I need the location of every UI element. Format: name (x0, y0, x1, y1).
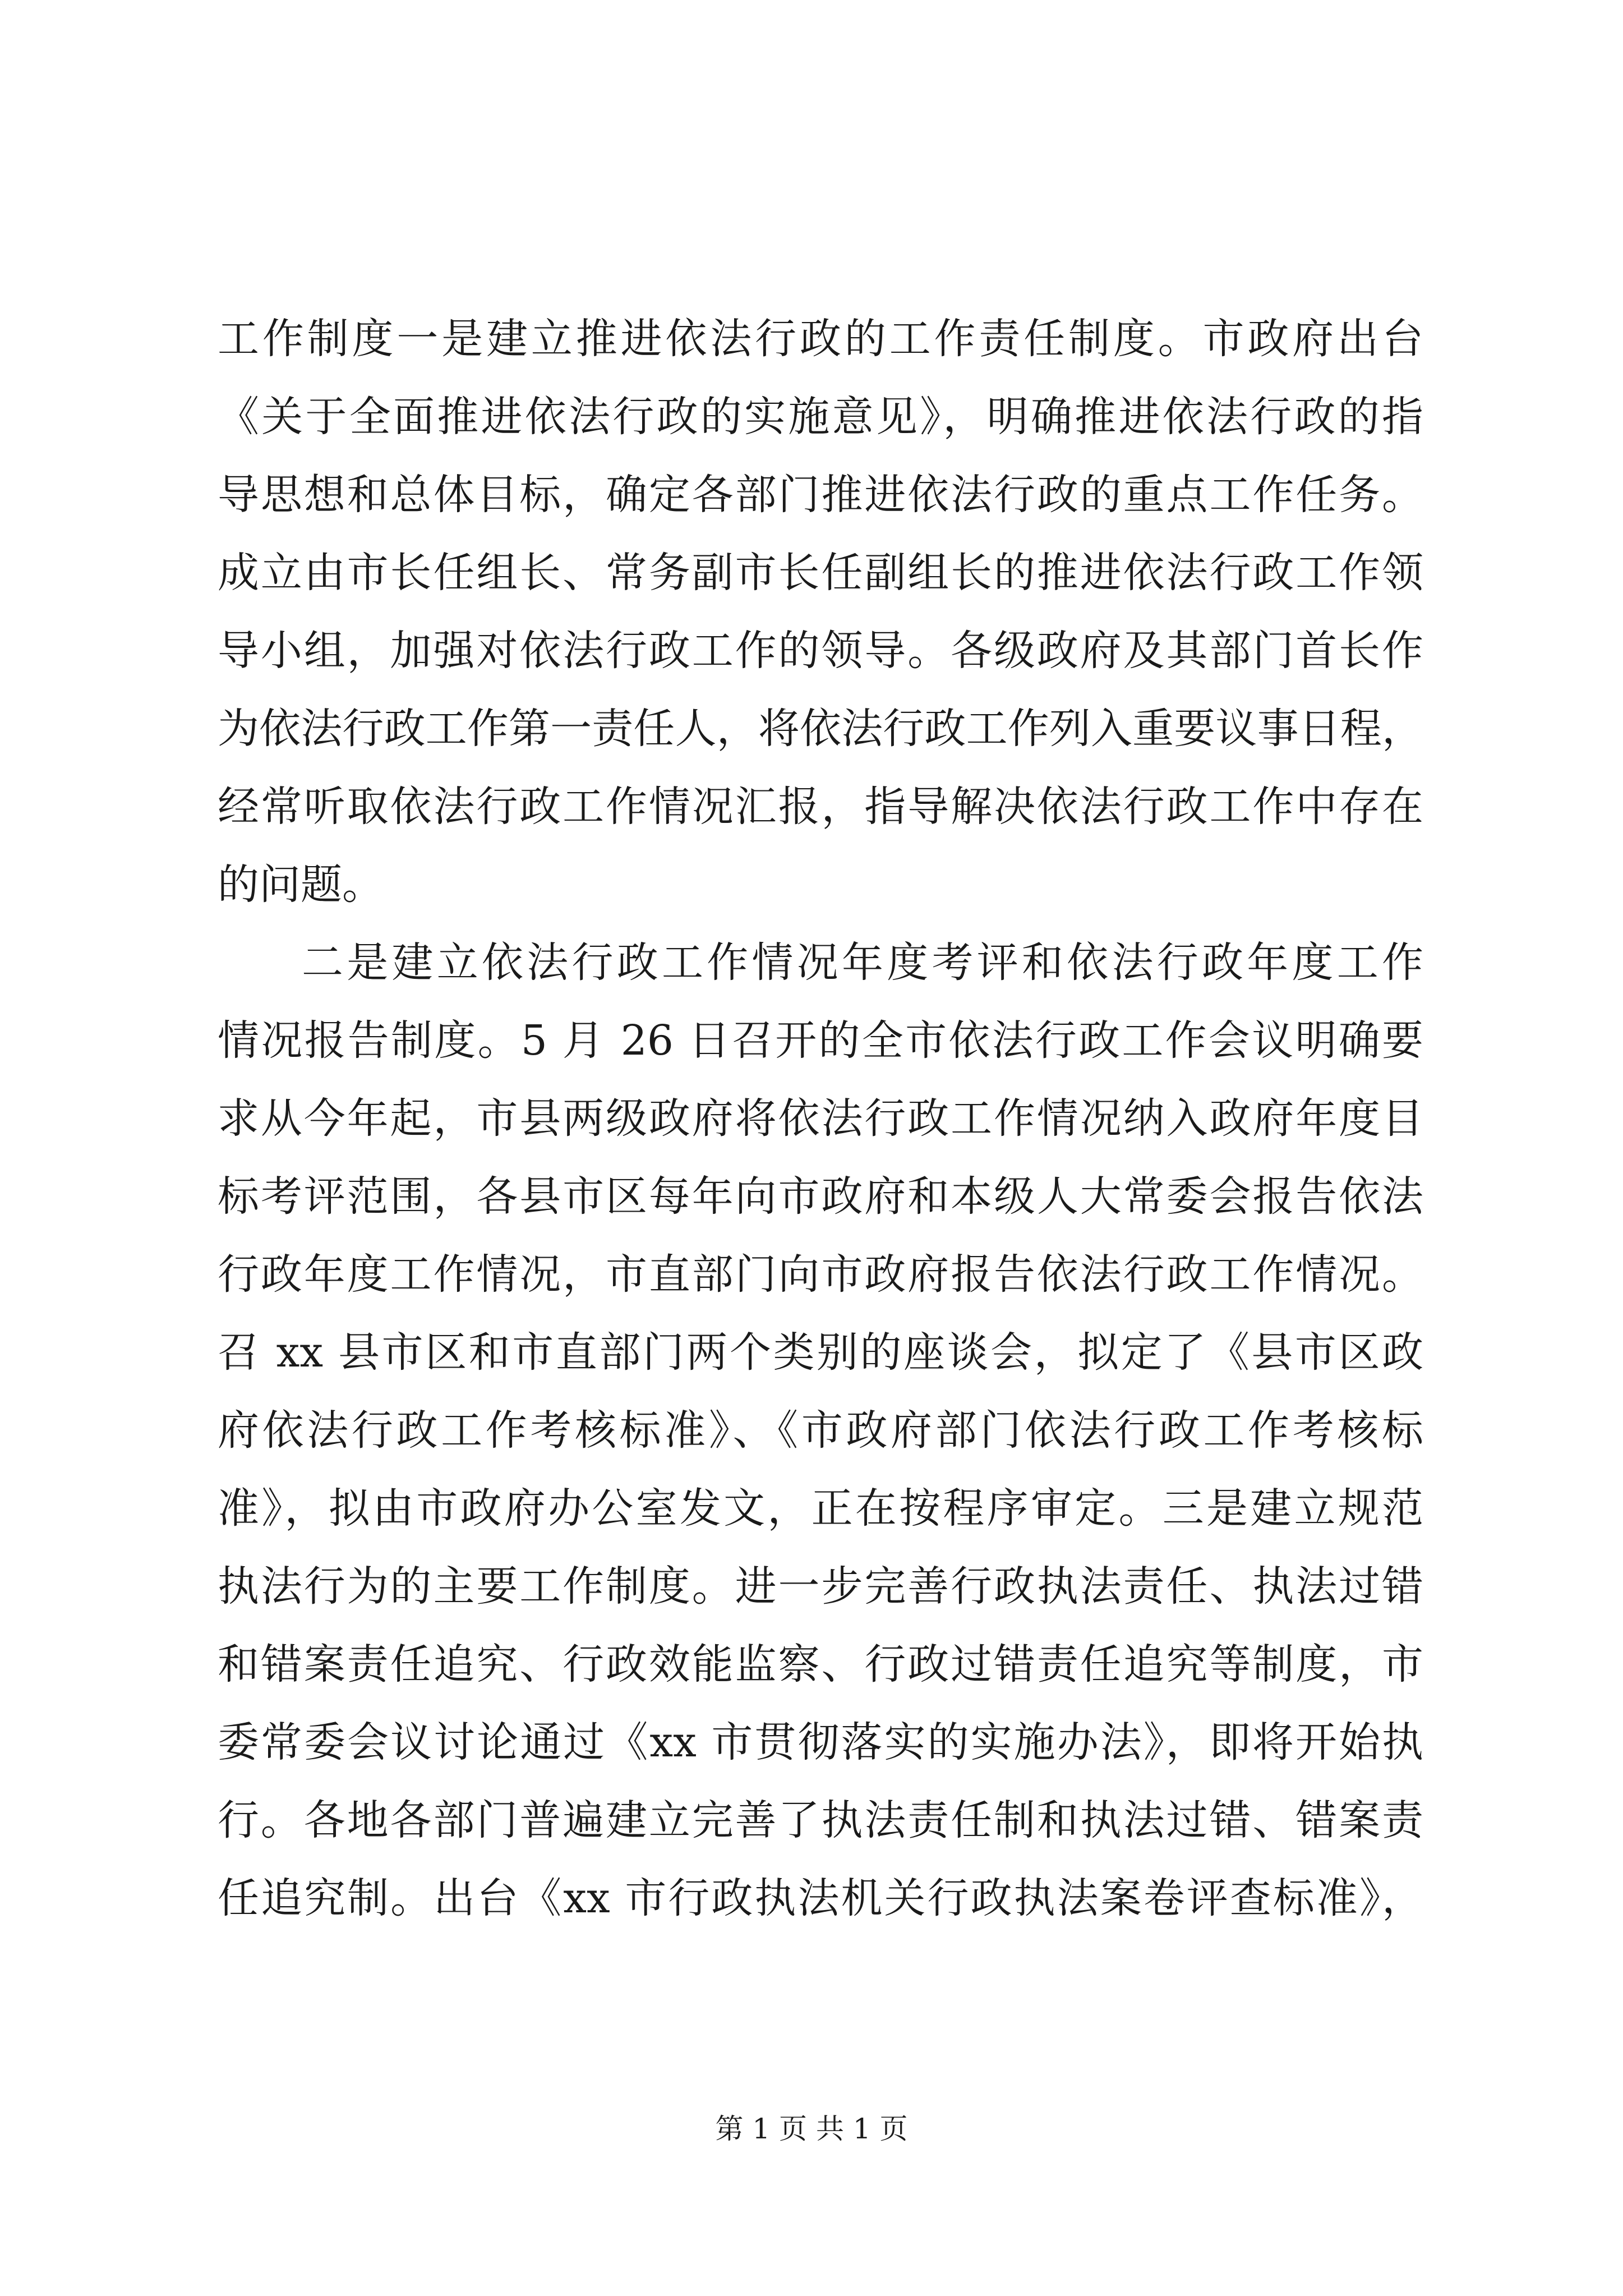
text-line: 《关于全面推进依法行政的实施意见》，明确推进依法行政的指 (218, 393, 1423, 441)
text-line: 府依法行政工作考核标准》、《市政府部门依法行政工作考核标 (218, 1406, 1423, 1455)
text-line: 导思想和总体目标，确定各部门推进依法行政的重点工作任务。 (218, 471, 1423, 519)
body-text (218, 300, 1423, 1938)
text-line: 任追究制。出台《xx 市行政执法机关行政执法案卷评查标准》， (218, 1874, 1423, 1922)
text-line: 行。各地各部门普遍建立完善了执法责任制和执法过错、错案责 (218, 1796, 1423, 1844)
text-line: 经常听取依法行政工作情况汇报，指导解决依法行政工作中存在 (218, 783, 1423, 831)
text-line: 导小组，加强对依法行政工作的领导。各级政府及其部门首长作 (218, 627, 1423, 675)
text-line: 工作制度一是建立推进依法行政的工作责任制度。市政府出台 (218, 315, 1423, 363)
text-line: 行政年度工作情况，市直部门向市政府报告依法行政工作情况。 (218, 1250, 1423, 1299)
text-line: 为依法行政工作第一责任人，将依法行政工作列入重要议事日程， (218, 705, 1423, 753)
text-line: 委常委会议讨论通过《xx 市贯彻落实的实施办法》，即将开始执 (218, 1718, 1423, 1766)
text-line: 准》，拟由市政府办公室发文，正在按程序审定。三是建立规范 (218, 1484, 1423, 1533)
text-line: 和错案责任追究、行政效能监察、行政过错责任追究等制度，市 (218, 1640, 1423, 1688)
text-line: 召 xx 县市区和市直部门两个类别的座谈会，拟定了《县市区政 (218, 1328, 1423, 1377)
text-line: 标考评范围，各县市区每年向市政府和本级人大常委会报告依法 (218, 1172, 1423, 1221)
text-line: 成立由市长任组长、常务副市长任副组长的推进依法行政工作领 (218, 549, 1423, 597)
page-number-footer: 第 1 页 共 1 页 (715, 2113, 908, 2145)
text-line: 的问题。 (218, 861, 384, 909)
text-line: 执法行为的主要工作制度。进一步完善行政执法责任、执法过错 (218, 1562, 1423, 1611)
text-line: 情况报告制度。5 月 26 日召开的全市依法行政工作会议明确要 (218, 1016, 1423, 1065)
text-line: 求从今年起，市县两级政府将依法行政工作情况纳入政府年度目 (218, 1094, 1423, 1143)
paragraph-first-line: 二是建立依法行政工作情况年度考评和依法行政年度工作 (302, 938, 1423, 987)
